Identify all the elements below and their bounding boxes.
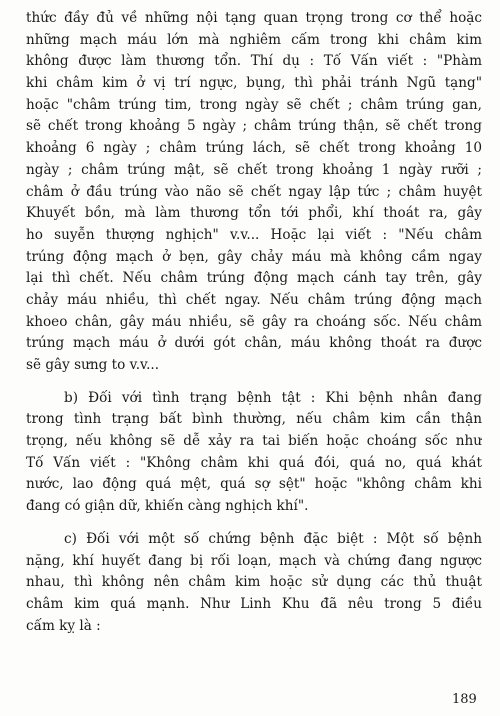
paragraph-b: [26, 388, 482, 518]
text-line: trúng động mạch ở bẹn, gây chảy máu mà không cầm ngay: [26, 248, 482, 265]
text-line: ho suyễn thượng nghịch" v.v... Hoặc lại viết : "Nếu châm: [26, 226, 482, 243]
text-line: châm ở đầu trúng vào não sẽ chết ngay lập tức ; châm huyệt: [26, 183, 482, 200]
paragraph-a-continued: [26, 8, 482, 377]
body-text: [26, 8, 482, 637]
text-line: sẽ chết trong khoảng 5 ngày ; châm trúng thận, sẽ chết trong: [26, 118, 482, 135]
page-number: 189: [452, 692, 477, 707]
text-line: khi châm kim ở vị trí ngực, bụng, thì phải tránh Ngũ tạng": [26, 75, 482, 92]
text-line: sẽ gây sưng to v.v...: [26, 357, 160, 373]
text-line: trúng mạch máu ở dưới gót chân, máu không thoát ra được: [26, 335, 482, 352]
text-line: Tố Vấn viết : "Không châm khi quá đói, quá no, quá khát: [26, 454, 482, 471]
text-line: b) Đối với tình trạng bệnh tật : Khi bệnh nhân đang: [64, 389, 482, 406]
text-line: Khuyết bồn, mà làm thương tổn tới phổi, khí thoát ra, gây: [26, 205, 482, 222]
text-line: khoảng 6 ngày ; châm trúng lách, sẽ chết trong khoảng 10: [26, 140, 482, 157]
paragraph-gap: [26, 518, 482, 529]
text-line: những mạch máu lớn mà nghiêm cấm trong khi châm kim: [26, 31, 482, 48]
text-line: trong tình trạng bất bình thường, nếu châm kim cần thận: [26, 411, 482, 428]
paragraph-gap: [26, 377, 482, 388]
text-line: châm kim quá mạnh. Như Linh Khu đã nêu trong 5 điều: [26, 595, 482, 612]
paragraph-c: [26, 529, 482, 637]
text-line: cấm kỵ là :: [26, 617, 101, 634]
text-line: ngày ; châm trúng mật, sẽ chết trong khoảng 1 ngày rưỡi ;: [26, 161, 482, 178]
text-line: lại thì chết. Nếu châm trúng động mạch cánh tay trên, gây: [26, 270, 482, 287]
text-line: nặng, khí huyết đang bị rối loạn, mạch và chứng đang ngược: [26, 552, 482, 569]
text-line: c) Đối với một số chứng bệnh đặc biệt : Một số bệnh: [64, 530, 482, 547]
text-line: khoeo chân, gây máu nhiều, sẽ gây ra choáng sốc. Nếu châm: [26, 313, 482, 330]
text-line: nhau, thì không nên châm kim hoặc sử dụng các thủ thuật: [26, 574, 482, 591]
text-line: nước, lao động quá mệt, quá sợ sệt" hoặc "không châm khi: [26, 476, 482, 493]
text-line: hoặc "châm trúng tim, trong ngày sẽ chết ; châm trúng gan,: [26, 96, 482, 113]
text-line: trọng, nếu không sẽ dễ xảy ra tai biến hoặc choáng sốc như: [26, 433, 482, 450]
text-line: không được làm thương tổn. Thí dụ : Tố Vấn viết : "Phàm: [26, 53, 482, 70]
text-line: đang có giận dữ, khiến càng nghịch khí".: [26, 498, 309, 515]
text-line: chảy máu nhiều, thì chết ngay. Nếu châm trúng động mạch: [26, 291, 482, 308]
text-line: thức đầy đủ về những nội tạng quan trọng trong cơ thể hoặc: [26, 10, 482, 26]
